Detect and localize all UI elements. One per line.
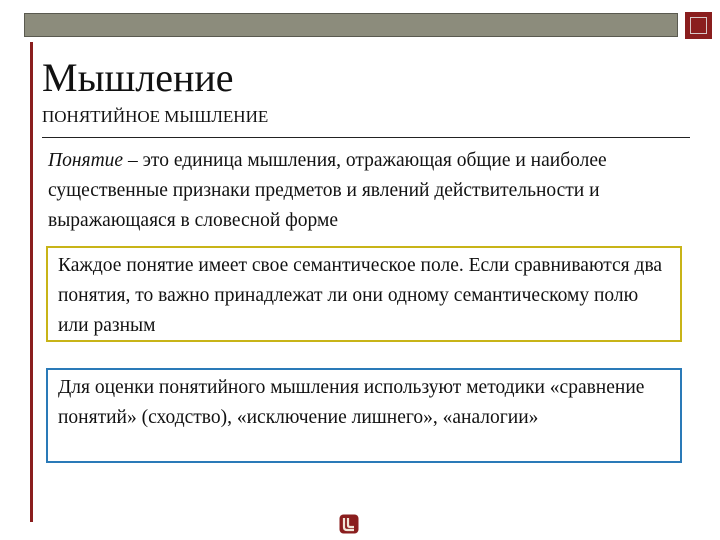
definition-term: Понятие: [48, 150, 124, 171]
semantic-field-text: Каждое понятие имеет свое семантическое поле. Если сравниваются два понятия, то важно принадлежат ли они одному семантическому полю или разным: [58, 255, 663, 336]
slide-title: Мышление: [42, 55, 234, 100]
logo-icon: [339, 514, 359, 534]
methods-text: Для оценки понятийного мышления используют методики «сравнение понятий» (сходство), «исключение лишнего», «аналогии»: [58, 377, 645, 428]
title-divider: [42, 137, 690, 138]
header-bar: [24, 13, 678, 37]
corner-square-frame: [690, 17, 707, 34]
definition-paragraph: [48, 146, 678, 236]
definition-text: – это единица мышления, отражающая общие и наиболее существенные признаки предметов и явлений действительности и выражающаяся в словесной форме: [48, 150, 607, 231]
semantic-field-box: [46, 246, 682, 342]
slide-subtitle: ПОНЯТИЙНОЕ МЫШЛЕНИЕ: [42, 107, 269, 126]
methods-box: [46, 368, 682, 463]
left-accent-rule: [30, 42, 33, 522]
